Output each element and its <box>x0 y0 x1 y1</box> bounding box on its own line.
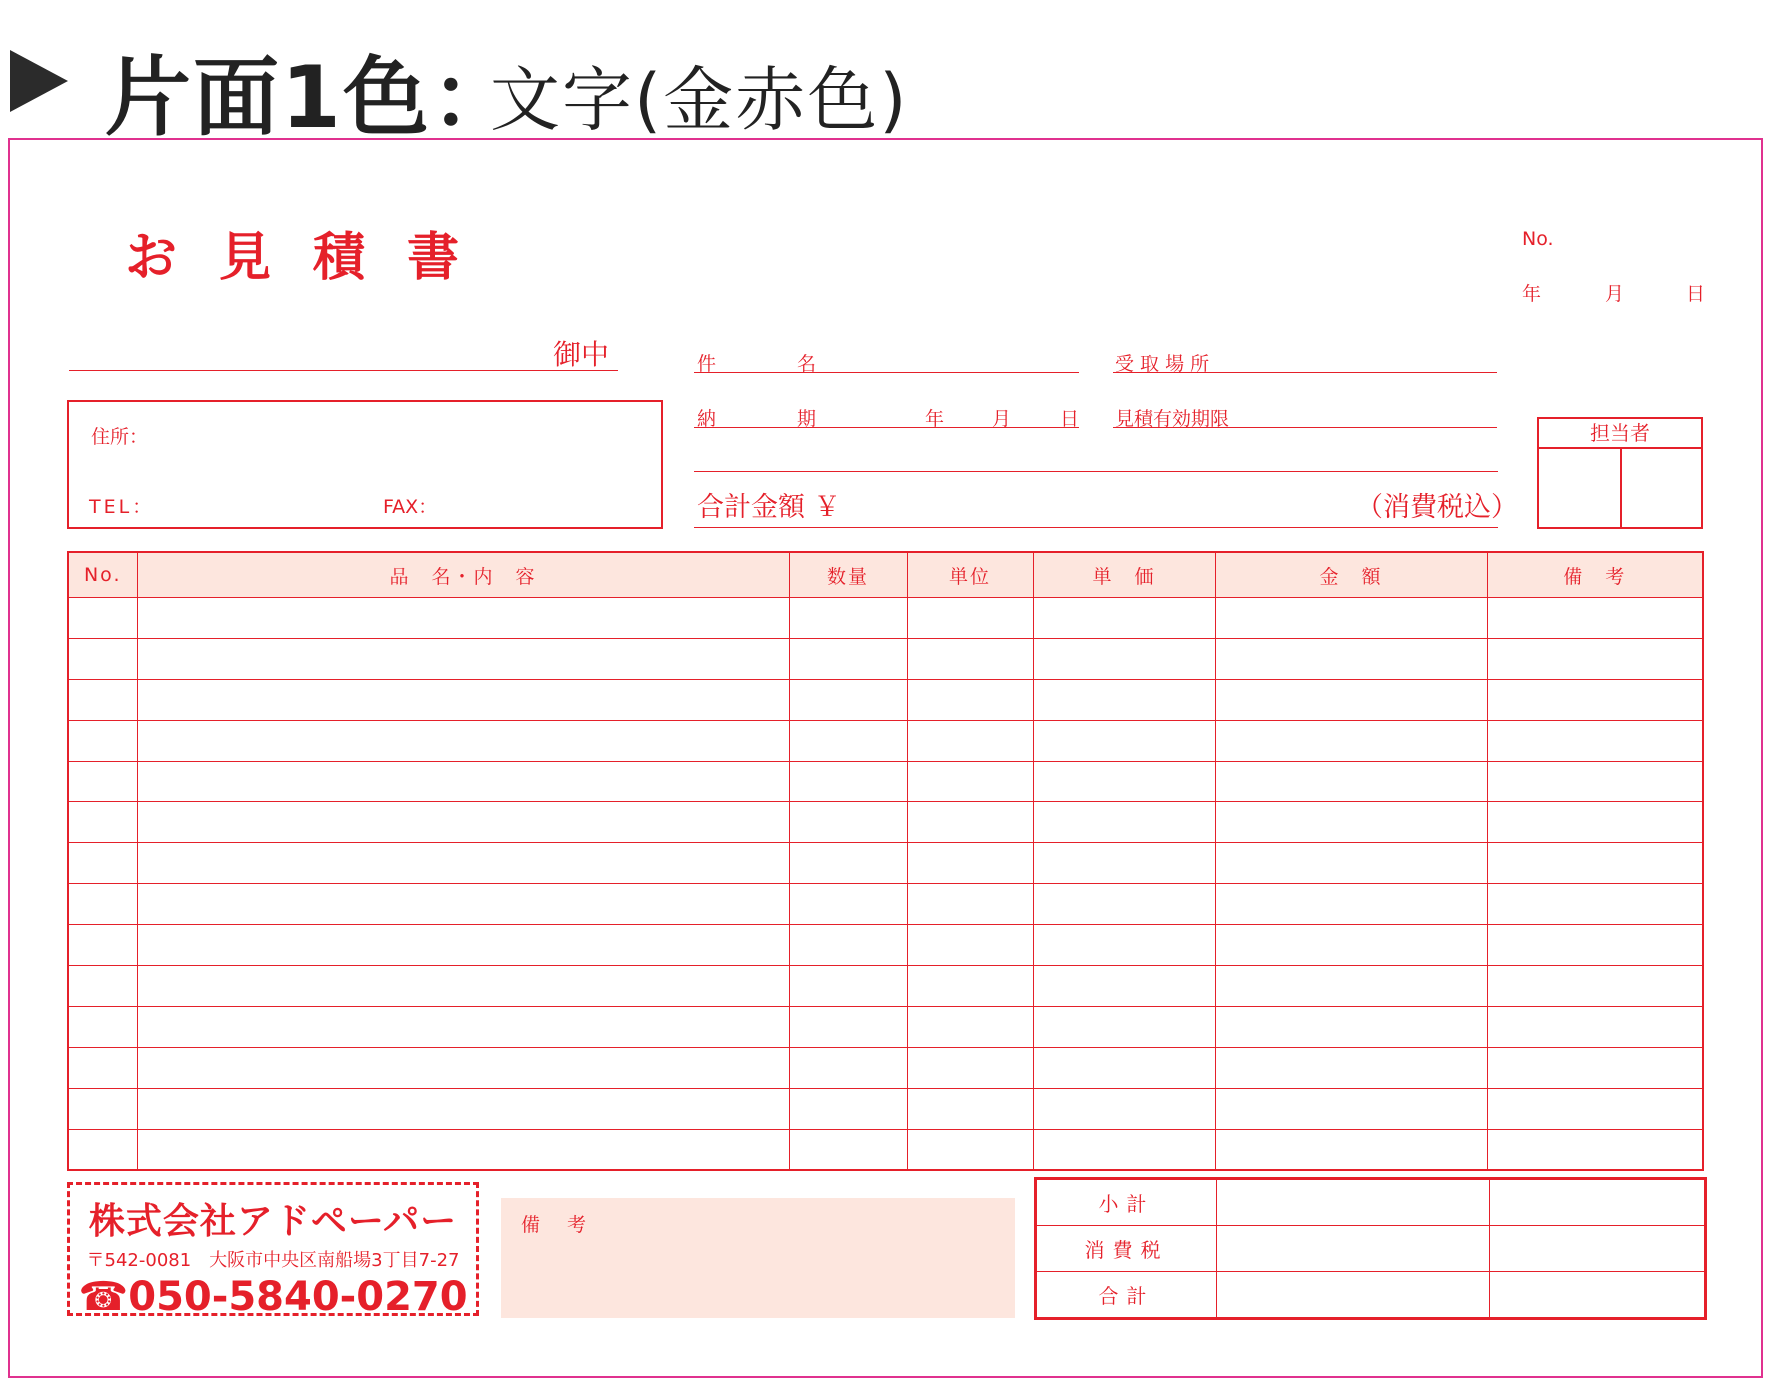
cell-unit-price[interactable] <box>1033 1047 1215 1088</box>
cell-unit[interactable] <box>907 1006 1033 1047</box>
cell-quantity[interactable] <box>789 802 907 843</box>
tax-extra[interactable] <box>1490 1226 1706 1272</box>
cell-quantity[interactable] <box>789 884 907 925</box>
cell-remarks[interactable] <box>1487 761 1703 802</box>
cell-no[interactable] <box>68 1088 137 1129</box>
table-row <box>68 720 1703 761</box>
cell-unit[interactable] <box>907 761 1033 802</box>
subject-line[interactable] <box>694 372 1079 373</box>
cell-unit[interactable] <box>907 802 1033 843</box>
tax-row <box>1036 1226 1706 1272</box>
cell-quantity[interactable] <box>789 843 907 884</box>
notes-area[interactable] <box>501 1198 1015 1318</box>
cell-remarks[interactable] <box>1487 598 1703 639</box>
table-row <box>68 884 1703 925</box>
cell-remarks[interactable] <box>1487 925 1703 966</box>
cell-unit-price[interactable] <box>1033 598 1215 639</box>
delivery-month: 月 <box>992 408 1012 430</box>
total-top-rule <box>694 471 1498 472</box>
cell-amount[interactable] <box>1215 638 1487 679</box>
person-in-charge-label: 担当者 <box>1539 419 1701 449</box>
subtotal-extra[interactable] <box>1490 1179 1706 1226</box>
cell-no[interactable] <box>68 1006 137 1047</box>
cell-amount[interactable] <box>1215 1006 1487 1047</box>
cell-no[interactable] <box>68 638 137 679</box>
cell-quantity[interactable] <box>789 1088 907 1129</box>
cell-item[interactable] <box>137 1088 789 1129</box>
cell-item[interactable] <box>137 966 789 1007</box>
cell-item[interactable] <box>137 843 789 884</box>
company-address: 〒542-0081 大阪市中央区南船場3丁目7-27 <box>86 1250 460 1271</box>
cell-amount[interactable] <box>1215 884 1487 925</box>
delivery-label-1: 納 <box>697 408 717 430</box>
cell-unit[interactable] <box>907 720 1033 761</box>
cell-quantity[interactable] <box>789 1006 907 1047</box>
cell-unit-price[interactable] <box>1033 1006 1215 1047</box>
cell-remarks[interactable] <box>1487 884 1703 925</box>
subtotal-value[interactable] <box>1217 1179 1490 1226</box>
cell-unit[interactable] <box>907 1088 1033 1129</box>
total-extra[interactable] <box>1490 1272 1706 1319</box>
no-label: No. <box>1522 228 1554 250</box>
cell-no[interactable] <box>68 966 137 1007</box>
banner-heading: 片面1色： <box>105 48 519 148</box>
col-unit: 単位 <box>907 552 1033 598</box>
cell-unit-price[interactable] <box>1033 1088 1215 1129</box>
recipient-suffix: 御中 <box>553 338 610 371</box>
cell-amount[interactable] <box>1215 720 1487 761</box>
items-table <box>67 551 1704 1171</box>
cell-amount[interactable] <box>1215 843 1487 884</box>
cell-no[interactable] <box>68 843 137 884</box>
table-row <box>68 638 1703 679</box>
cell-quantity[interactable] <box>789 679 907 720</box>
cell-unit-price[interactable] <box>1033 638 1215 679</box>
cell-item[interactable] <box>137 679 789 720</box>
table-row <box>68 679 1703 720</box>
cell-no[interactable] <box>68 1047 137 1088</box>
notes-label: 備 考 <box>521 1214 591 1236</box>
cell-unit-price[interactable] <box>1033 679 1215 720</box>
cell-no[interactable] <box>68 1129 137 1170</box>
cell-item[interactable] <box>137 884 789 925</box>
validity-label: 見積有効期限 <box>1115 408 1230 430</box>
total-amount-line[interactable] <box>694 527 1498 528</box>
cell-no[interactable] <box>68 720 137 761</box>
company-phone: 050-5840-0270 <box>128 1274 468 1320</box>
cell-remarks[interactable] <box>1487 843 1703 884</box>
banner <box>0 20 1100 148</box>
cell-item[interactable] <box>137 802 789 843</box>
cell-amount[interactable] <box>1215 1129 1487 1170</box>
play-triangle-icon <box>10 50 68 112</box>
address-label: 住所： <box>91 426 149 448</box>
cell-no[interactable] <box>68 884 137 925</box>
cell-item[interactable] <box>137 761 789 802</box>
cell-remarks[interactable] <box>1487 1088 1703 1129</box>
cell-quantity[interactable] <box>789 598 907 639</box>
cell-amount[interactable] <box>1215 761 1487 802</box>
cell-no[interactable] <box>68 598 137 639</box>
delivery-label-2: 期 <box>797 408 817 430</box>
tax-value[interactable] <box>1217 1226 1490 1272</box>
company-phone-row <box>70 1274 476 1320</box>
total-amount-label: 合計金額 ￥ <box>697 492 841 523</box>
cell-unit-price[interactable] <box>1033 802 1215 843</box>
table-row <box>68 1047 1703 1088</box>
cell-item[interactable] <box>137 1047 789 1088</box>
cell-amount[interactable] <box>1215 679 1487 720</box>
tax-label: 消費税 <box>1036 1226 1217 1272</box>
delivery-line[interactable] <box>694 427 1079 428</box>
cell-item[interactable] <box>137 638 789 679</box>
tel-label: TEL： <box>89 496 155 518</box>
total-value[interactable] <box>1217 1272 1490 1319</box>
cell-remarks[interactable] <box>1487 1006 1703 1047</box>
table-row <box>68 925 1703 966</box>
cell-quantity[interactable] <box>789 638 907 679</box>
cell-quantity[interactable] <box>789 1129 907 1170</box>
cell-item[interactable] <box>137 1129 789 1170</box>
cell-amount[interactable] <box>1215 925 1487 966</box>
cell-no[interactable] <box>68 761 137 802</box>
cell-amount[interactable] <box>1215 802 1487 843</box>
company-name: 株式会社アドペーパー <box>88 1201 458 1242</box>
cell-unit[interactable] <box>907 884 1033 925</box>
col-amount: 金 額 <box>1215 552 1487 598</box>
person-in-charge-box[interactable] <box>1537 417 1703 529</box>
receive-place-label: 受 取 場 所 <box>1115 353 1210 375</box>
cell-unit[interactable] <box>907 1047 1033 1088</box>
col-quantity: 数量 <box>789 552 907 598</box>
total-label: 合計 <box>1036 1272 1217 1319</box>
date-day-label: 日 <box>1686 283 1706 305</box>
cell-no[interactable] <box>68 802 137 843</box>
delivery-day: 日 <box>1060 408 1080 430</box>
table-row <box>68 843 1703 884</box>
subject-label-1: 件 <box>697 353 717 375</box>
cell-remarks[interactable] <box>1487 720 1703 761</box>
table-row <box>68 1129 1703 1170</box>
company-stamp <box>67 1182 479 1320</box>
cell-no[interactable] <box>68 925 137 966</box>
col-remarks: 備 考 <box>1487 552 1703 598</box>
subtotal-label: 小計 <box>1036 1179 1217 1226</box>
cell-quantity[interactable] <box>789 925 907 966</box>
cell-remarks[interactable] <box>1487 966 1703 1007</box>
cell-item[interactable] <box>137 1006 789 1047</box>
cell-unit-price[interactable] <box>1033 925 1215 966</box>
cell-unit[interactable] <box>907 1129 1033 1170</box>
cell-remarks[interactable] <box>1487 802 1703 843</box>
telephone-icon: ☎ <box>78 1274 129 1320</box>
cell-unit[interactable] <box>907 843 1033 884</box>
subtotal-row <box>1036 1179 1706 1226</box>
cell-amount[interactable] <box>1215 1088 1487 1129</box>
table-row <box>68 598 1703 639</box>
form-title: お見積書 <box>125 228 502 288</box>
col-item: 品 名・内 容 <box>137 552 789 598</box>
cell-quantity[interactable] <box>789 720 907 761</box>
cell-quantity[interactable] <box>789 1047 907 1088</box>
table-row <box>68 966 1703 1007</box>
table-header-row <box>68 552 1703 598</box>
cell-item[interactable] <box>137 598 789 639</box>
cell-no[interactable] <box>68 679 137 720</box>
date-month-label: 月 <box>1605 283 1625 305</box>
totals-table <box>1034 1177 1707 1320</box>
cell-unit-price[interactable] <box>1033 761 1215 802</box>
cell-remarks[interactable] <box>1487 679 1703 720</box>
cell-unit[interactable] <box>907 966 1033 1007</box>
col-unit-price: 単 価 <box>1033 552 1215 598</box>
table-row <box>68 1088 1703 1129</box>
recipient-line[interactable] <box>69 370 618 371</box>
stamp-divider <box>1620 447 1622 527</box>
cell-unit[interactable] <box>907 598 1033 639</box>
table-row <box>68 802 1703 843</box>
cell-unit-price[interactable] <box>1033 1129 1215 1170</box>
cell-remarks[interactable] <box>1487 1047 1703 1088</box>
cell-amount[interactable] <box>1215 1047 1487 1088</box>
cell-unit-price[interactable] <box>1033 966 1215 1007</box>
cell-quantity[interactable] <box>789 761 907 802</box>
col-no: No. <box>68 552 137 598</box>
cell-amount[interactable] <box>1215 598 1487 639</box>
fax-label: FAX： <box>383 496 438 518</box>
cell-unit-price[interactable] <box>1033 884 1215 925</box>
cell-unit[interactable] <box>907 925 1033 966</box>
cell-amount[interactable] <box>1215 966 1487 1007</box>
total-row <box>1036 1272 1706 1319</box>
cell-quantity[interactable] <box>789 966 907 1007</box>
cell-unit-price[interactable] <box>1033 720 1215 761</box>
cell-unit[interactable] <box>907 679 1033 720</box>
cell-remarks[interactable] <box>1487 1129 1703 1170</box>
banner-subheading: 文字(金赤色) <box>490 59 909 141</box>
cell-item[interactable] <box>137 925 789 966</box>
cell-unit-price[interactable] <box>1033 843 1215 884</box>
date-year-label: 年 <box>1522 283 1542 305</box>
cell-item[interactable] <box>137 720 789 761</box>
subject-label-2: 名 <box>797 353 817 375</box>
address-box[interactable] <box>67 400 663 529</box>
cell-unit[interactable] <box>907 638 1033 679</box>
cell-remarks[interactable] <box>1487 638 1703 679</box>
table-row <box>68 1006 1703 1047</box>
tax-included-label: （消費税込） <box>1356 492 1518 523</box>
table-row <box>68 761 1703 802</box>
delivery-year: 年 <box>925 408 945 430</box>
